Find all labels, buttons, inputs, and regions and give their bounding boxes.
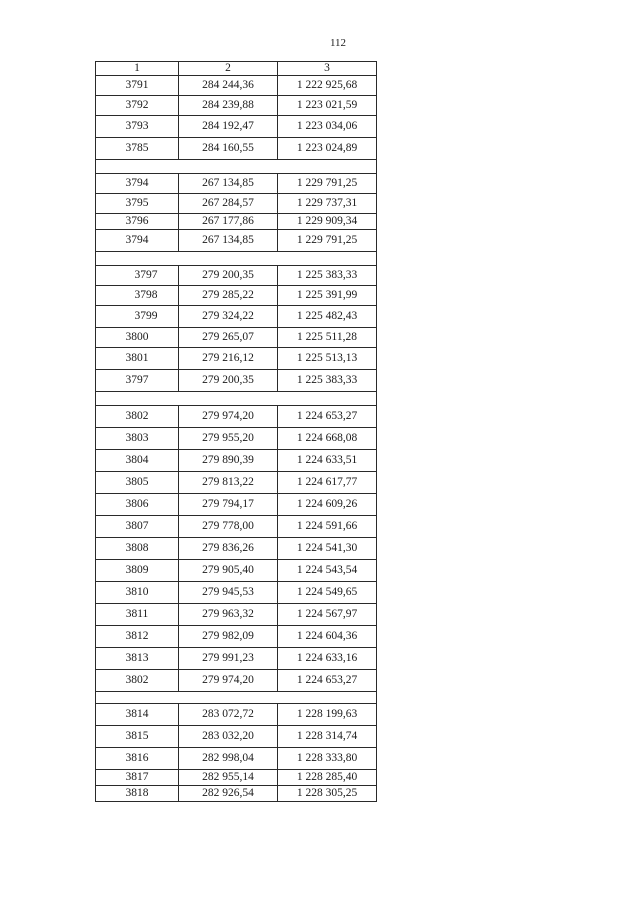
x-coordinate-cell: 283 072,72 xyxy=(179,704,278,726)
table-row xyxy=(96,748,377,770)
point-number-cell: 3797 xyxy=(96,370,179,392)
group-separator-row xyxy=(96,252,377,266)
point-number-cell: 3805 xyxy=(96,472,179,494)
table-row xyxy=(96,648,377,670)
table-row xyxy=(96,116,377,138)
x-coordinate-cell: 279 200,35 xyxy=(179,370,278,392)
x-coordinate-cell: 267 177,86 xyxy=(179,214,278,230)
y-coordinate-cell: 1 224 653,27 xyxy=(278,670,377,692)
point-number-cell: 3792 xyxy=(96,96,179,116)
point-number-cell: 3812 xyxy=(96,626,179,648)
point-number-cell: 3800 xyxy=(96,328,179,348)
point-number-cell: 3806 xyxy=(96,494,179,516)
point-number-cell: 3817 xyxy=(96,770,179,786)
y-coordinate-cell: 1 224 617,77 xyxy=(278,472,377,494)
y-coordinate-cell: 1 223 024,89 xyxy=(278,138,377,160)
table-row xyxy=(96,370,377,392)
point-number-cell: 3797 xyxy=(96,266,179,286)
y-coordinate-cell: 1 229 909,34 xyxy=(278,214,377,230)
table-row xyxy=(96,406,377,428)
point-number-cell: 3810 xyxy=(96,582,179,604)
table-row xyxy=(96,472,377,494)
y-coordinate-cell: 1 223 021,59 xyxy=(278,96,377,116)
point-number-cell: 3785 xyxy=(96,138,179,160)
point-number-cell: 3801 xyxy=(96,348,179,370)
y-coordinate-cell: 1 224 549,65 xyxy=(278,582,377,604)
point-number-cell: 3795 xyxy=(96,194,179,214)
table-row xyxy=(96,494,377,516)
point-number-cell: 3807 xyxy=(96,516,179,538)
y-coordinate-cell: 1 225 383,33 xyxy=(278,370,377,392)
y-coordinate-cell: 1 228 199,63 xyxy=(278,704,377,726)
table-row xyxy=(96,582,377,604)
y-coordinate-cell: 1 224 543,54 xyxy=(278,560,377,582)
point-number-cell: 3816 xyxy=(96,748,179,770)
y-coordinate-cell: 1 222 925,68 xyxy=(278,76,377,96)
y-coordinate-cell: 1 224 604,36 xyxy=(278,626,377,648)
y-coordinate-cell: 1 224 668,08 xyxy=(278,428,377,450)
x-coordinate-cell: 267 134,85 xyxy=(179,174,278,194)
point-number-cell: 3796 xyxy=(96,214,179,230)
table-row xyxy=(96,450,377,472)
x-coordinate-cell: 279 324,22 xyxy=(179,306,278,328)
point-number-cell: 3791 xyxy=(96,76,179,96)
y-coordinate-cell: 1 224 609,26 xyxy=(278,494,377,516)
x-coordinate-cell: 279 216,12 xyxy=(179,348,278,370)
x-coordinate-cell: 279 974,20 xyxy=(179,670,278,692)
point-number-cell: 3794 xyxy=(96,230,179,252)
x-coordinate-cell: 267 284,57 xyxy=(179,194,278,214)
group-separator-cell xyxy=(96,692,377,704)
y-coordinate-cell: 1 224 633,51 xyxy=(278,450,377,472)
x-coordinate-cell: 279 945,53 xyxy=(179,582,278,604)
x-coordinate-cell: 284 239,88 xyxy=(179,96,278,116)
table-row xyxy=(96,770,377,786)
x-coordinate-cell: 267 134,85 xyxy=(179,230,278,252)
x-coordinate-cell: 279 285,22 xyxy=(179,286,278,306)
x-coordinate-cell: 282 955,14 xyxy=(179,770,278,786)
y-coordinate-cell: 1 225 513,13 xyxy=(278,348,377,370)
table-row xyxy=(96,704,377,726)
table-row xyxy=(96,726,377,748)
table-row xyxy=(96,96,377,116)
point-number-cell: 3793 xyxy=(96,116,179,138)
x-coordinate-cell: 279 982,09 xyxy=(179,626,278,648)
point-number-cell: 3802 xyxy=(96,406,179,428)
table-row xyxy=(96,328,377,348)
table-row xyxy=(96,516,377,538)
table-row xyxy=(96,194,377,214)
point-number-cell: 3803 xyxy=(96,428,179,450)
point-number-cell: 3804 xyxy=(96,450,179,472)
point-number-cell: 3809 xyxy=(96,560,179,582)
header-row xyxy=(96,62,377,76)
point-number-cell: 3811 xyxy=(96,604,179,626)
table-row xyxy=(96,138,377,160)
y-coordinate-cell: 1 224 567,97 xyxy=(278,604,377,626)
point-number-cell: 3799 xyxy=(96,306,179,328)
group-separator-cell xyxy=(96,392,377,406)
y-coordinate-cell: 1 223 034,06 xyxy=(278,116,377,138)
point-number-cell: 3794 xyxy=(96,174,179,194)
y-coordinate-cell: 1 224 653,27 xyxy=(278,406,377,428)
table-row xyxy=(96,266,377,286)
group-separator-cell xyxy=(96,160,377,174)
y-coordinate-cell: 1 228 305,25 xyxy=(278,786,377,802)
x-coordinate-cell: 284 244,36 xyxy=(179,76,278,96)
table-row xyxy=(96,76,377,96)
x-coordinate-cell: 284 192,47 xyxy=(179,116,278,138)
y-coordinate-cell: 1 225 391,99 xyxy=(278,286,377,306)
table-row xyxy=(96,538,377,560)
y-coordinate-cell: 1 228 285,40 xyxy=(278,770,377,786)
x-coordinate-cell: 279 890,39 xyxy=(179,450,278,472)
x-coordinate-cell: 283 032,20 xyxy=(179,726,278,748)
x-coordinate-cell: 279 265,07 xyxy=(179,328,278,348)
point-number-cell: 3818 xyxy=(96,786,179,802)
y-coordinate-cell: 1 224 591,66 xyxy=(278,516,377,538)
y-coordinate-cell: 1 228 314,74 xyxy=(278,726,377,748)
column-header-2: 2 xyxy=(179,62,278,76)
y-coordinate-cell: 1 229 791,25 xyxy=(278,230,377,252)
x-coordinate-cell: 282 998,04 xyxy=(179,748,278,770)
table-header xyxy=(96,62,377,76)
x-coordinate-cell: 279 200,35 xyxy=(179,266,278,286)
point-number-cell: 3814 xyxy=(96,704,179,726)
y-coordinate-cell: 1 229 791,25 xyxy=(278,174,377,194)
point-number-cell: 3813 xyxy=(96,648,179,670)
table-row xyxy=(96,214,377,230)
coordinates-table xyxy=(95,61,377,802)
y-coordinate-cell: 1 224 541,30 xyxy=(278,538,377,560)
table-row xyxy=(96,174,377,194)
x-coordinate-cell: 279 974,20 xyxy=(179,406,278,428)
group-separator-row xyxy=(96,692,377,704)
x-coordinate-cell: 279 955,20 xyxy=(179,428,278,450)
table-row xyxy=(96,604,377,626)
table-row xyxy=(96,626,377,648)
group-separator-row xyxy=(96,160,377,174)
page-number: 112 xyxy=(329,37,347,49)
y-coordinate-cell: 1 225 482,43 xyxy=(278,306,377,328)
x-coordinate-cell: 279 836,26 xyxy=(179,538,278,560)
y-coordinate-cell: 1 229 737,31 xyxy=(278,194,377,214)
x-coordinate-cell: 279 905,40 xyxy=(179,560,278,582)
y-coordinate-cell: 1 225 511,28 xyxy=(278,328,377,348)
table-row xyxy=(96,428,377,450)
x-coordinate-cell: 284 160,55 xyxy=(179,138,278,160)
table-row xyxy=(96,786,377,802)
table-row xyxy=(96,306,377,328)
table-row xyxy=(96,670,377,692)
x-coordinate-cell: 282 926,54 xyxy=(179,786,278,802)
x-coordinate-cell: 279 778,00 xyxy=(179,516,278,538)
point-number-cell: 3808 xyxy=(96,538,179,560)
x-coordinate-cell: 279 991,23 xyxy=(179,648,278,670)
group-separator-row xyxy=(96,392,377,406)
table-body xyxy=(96,76,377,802)
y-coordinate-cell: 1 228 333,80 xyxy=(278,748,377,770)
point-number-cell: 3815 xyxy=(96,726,179,748)
table-row xyxy=(96,286,377,306)
table-row xyxy=(96,230,377,252)
x-coordinate-cell: 279 813,22 xyxy=(179,472,278,494)
y-coordinate-cell: 1 224 633,16 xyxy=(278,648,377,670)
x-coordinate-cell: 279 963,32 xyxy=(179,604,278,626)
x-coordinate-cell: 279 794,17 xyxy=(179,494,278,516)
point-number-cell: 3798 xyxy=(96,286,179,306)
point-number-cell: 3802 xyxy=(96,670,179,692)
group-separator-cell xyxy=(96,252,377,266)
column-header-1: 1 xyxy=(96,62,179,76)
table-row xyxy=(96,560,377,582)
table-row xyxy=(96,348,377,370)
y-coordinate-cell: 1 225 383,33 xyxy=(278,266,377,286)
column-header-3: 3 xyxy=(278,62,377,76)
